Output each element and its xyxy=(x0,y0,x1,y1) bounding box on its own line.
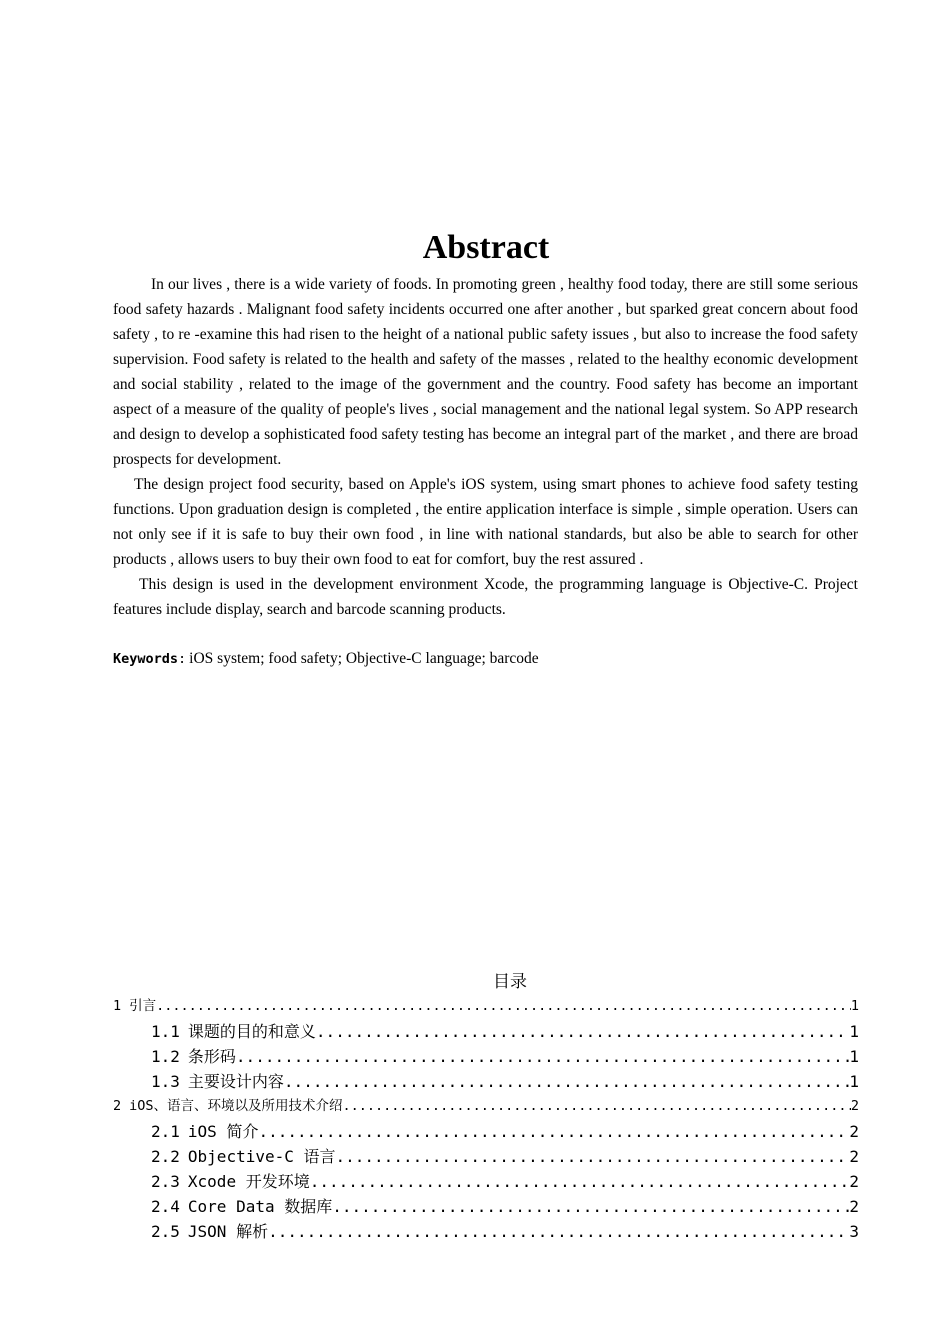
toc-entry-title: iOS 简介 xyxy=(187,1122,259,1141)
toc-entry-page: 2 xyxy=(849,1147,859,1166)
toc-dot-leader xyxy=(336,1144,850,1169)
toc-entry-number: 1.1 xyxy=(151,1022,180,1041)
toc-entry-number: 2.4 xyxy=(151,1197,180,1216)
toc-entry-page: 2 xyxy=(850,1098,859,1114)
toc-entry-number: 1.3 xyxy=(151,1072,180,1091)
toc-dot-leader xyxy=(284,1069,849,1094)
toc-entry-number: 2.2 xyxy=(151,1147,180,1166)
keywords-colon: : xyxy=(178,651,187,667)
toc-entry-title: Objective-C 语言 xyxy=(187,1147,336,1166)
toc-entry-title: 主要设计内容 xyxy=(187,1072,284,1091)
toc-entry[interactable] xyxy=(113,1119,859,1144)
toc-entry[interactable] xyxy=(113,1144,859,1169)
toc-entry-title: Core Data 数据库 xyxy=(187,1197,333,1216)
toc-dot-leader xyxy=(258,1119,849,1144)
abstract-body xyxy=(113,272,858,622)
toc-entry-page: 1 xyxy=(849,1072,859,1091)
toc-entry-title: 课题的目的和意义 xyxy=(187,1022,316,1041)
toc-entry-page: 1 xyxy=(849,1022,859,1041)
toc-entry[interactable] xyxy=(113,1069,859,1094)
toc-dot-leader xyxy=(268,1219,849,1244)
toc-entry[interactable] xyxy=(113,1019,859,1044)
toc-heading: 目录 xyxy=(493,972,527,992)
toc-entry[interactable] xyxy=(113,1219,859,1244)
toc-entry-number: 2.5 xyxy=(151,1222,180,1241)
toc-entry[interactable] xyxy=(113,1094,859,1119)
toc-dot-leader xyxy=(156,994,851,1019)
toc-dot-leader xyxy=(343,1094,851,1119)
toc-entry-page: 2 xyxy=(849,1197,859,1216)
abstract-paragraph: This design is used in the development environment Xcode, the programming language is Objective-C. Project features include display, search and barcode scanning products. xyxy=(113,576,858,618)
toc-entry-title: Xcode 开发环境 xyxy=(187,1172,310,1191)
toc-entry-number: 1.2 xyxy=(151,1047,180,1066)
toc-entry[interactable] xyxy=(113,1169,859,1194)
toc-entry-title: 引言 xyxy=(129,998,157,1014)
abstract-heading: Abstract xyxy=(422,229,550,266)
toc-entry-page: 3 xyxy=(849,1222,859,1241)
toc-entry-number: 1 xyxy=(113,998,122,1014)
toc-dot-leader xyxy=(316,1019,849,1044)
toc-entry-page: 2 xyxy=(849,1172,859,1191)
toc-entry-page: 2 xyxy=(849,1122,859,1141)
toc-entry-page: 1 xyxy=(849,1047,859,1066)
toc-dot-leader xyxy=(310,1169,850,1194)
table-of-contents xyxy=(113,994,859,1244)
keywords-value: iOS system; food safety; Objective-C language; barcode xyxy=(189,650,539,667)
toc-entry-title: JSON 解析 xyxy=(187,1222,269,1241)
toc-entry-title: iOS、语言、环境以及所用技术介绍 xyxy=(129,1098,343,1114)
toc-entry[interactable] xyxy=(113,994,859,1019)
toc-entry-title: 条形码 xyxy=(187,1047,236,1066)
toc-entry-number: 2.3 xyxy=(151,1172,180,1191)
abstract-paragraph: In our lives , there is a wide variety of foods. In promoting green , healthy food today, there are still some serious food safety hazards . Malignant food safety incidents occurred one after another , but sparked great concern about food safety , to re -examine this had risen to the height of a national public safety issues , but also to increase the food safety supervision. Food safety is related to the health and safety of the masses , related to the healthy economic development and social stability , related to the image of the government and the country. Food safety has become an important aspect of a measure of the quality of people's lives , social management and the national legal system. So APP research and design to develop a sophisticated food safety testing has become an integral part of the market , and there are broad prospects for development. xyxy=(113,276,858,468)
toc-entry[interactable] xyxy=(113,1194,859,1219)
toc-entry[interactable] xyxy=(113,1044,859,1069)
abstract-paragraph: The design project food security, based on Apple's iOS system, using smart phones to achieve food safety testing functions. Upon graduation design is completed , the entire application interface is simple , simple operation. Users can not only see if it is safe to buy their own food , in line with national standards, but also be able to search for other products , allows users to buy their own food to eat for comfort, buy the rest assured . xyxy=(113,476,858,568)
toc-entry-number: 2 xyxy=(113,1098,122,1114)
keywords-line xyxy=(113,646,858,672)
keywords-label: Keywords xyxy=(113,651,179,667)
toc-dot-leader xyxy=(236,1044,849,1069)
toc-entry-number: 2.1 xyxy=(151,1122,180,1141)
toc-dot-leader xyxy=(332,1194,849,1219)
toc-entry-page: 1 xyxy=(850,998,859,1014)
